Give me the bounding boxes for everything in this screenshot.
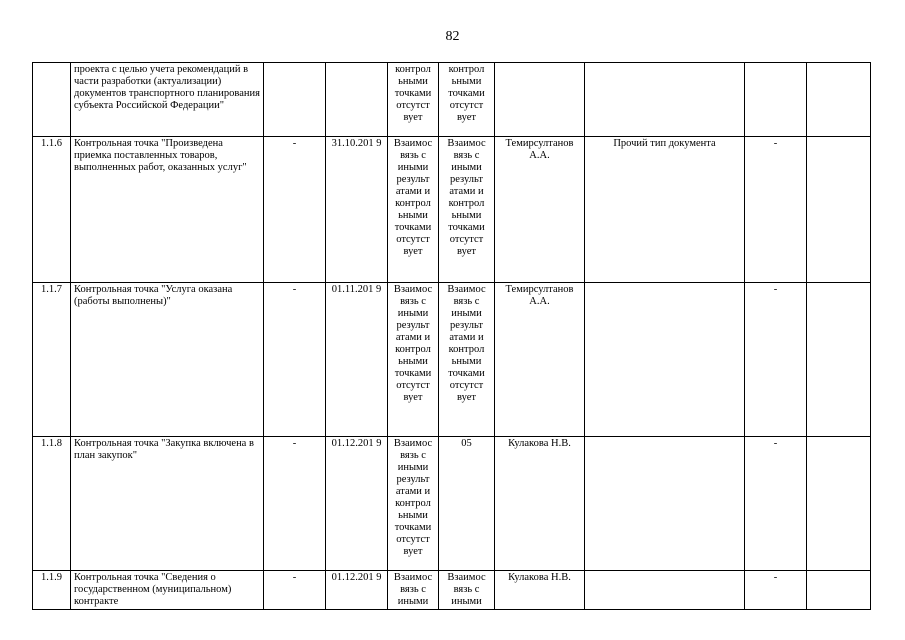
row-link-2: Взаимос вязь с иными результ атами и контрол ьными точками отсутст вует bbox=[439, 137, 495, 283]
row-number: 1.1.9 bbox=[33, 571, 71, 610]
table-row bbox=[33, 283, 871, 437]
row-name: проекта с целью учета рекомендаций в части разработки (актуализации) документов транспортного планирования субъекта Российской Федерации" bbox=[71, 63, 264, 137]
row-date: 01.12.201 9 bbox=[326, 571, 388, 610]
row-date: 01.11.201 9 bbox=[326, 283, 388, 437]
row-name: Контрольная точка "Закупка включена в план закупок" bbox=[71, 437, 264, 571]
row-responsible: Кулакова Н.В. bbox=[495, 571, 585, 610]
row-name: Контрольная точка "Услуга оказана (работы выполнены)" bbox=[71, 283, 264, 437]
row-document-type bbox=[585, 571, 745, 610]
table-row bbox=[33, 137, 871, 283]
row-extra bbox=[807, 283, 871, 437]
row-link-1: Взаимос вязь с иными результ атами и контрол ьными точками отсутст вует bbox=[388, 283, 439, 437]
row-document-type: Прочий тип документа bbox=[585, 137, 745, 283]
row-predecessor: - bbox=[264, 137, 326, 283]
row-date: 01.12.201 9 bbox=[326, 437, 388, 571]
table-row bbox=[33, 63, 871, 137]
row-responsible bbox=[495, 63, 585, 137]
row-number: 1.1.6 bbox=[33, 137, 71, 283]
table-row bbox=[33, 571, 871, 610]
row-link-2: Взаимос вязь с иными результ атами и контрол ьными точками отсутст вует bbox=[439, 283, 495, 437]
row-number bbox=[33, 63, 71, 137]
row-name: Контрольная точка "Сведения о государственном (муниципальном) контракте bbox=[71, 571, 264, 610]
row-mark bbox=[745, 63, 807, 137]
row-number: 1.1.7 bbox=[33, 283, 71, 437]
row-link-2: 05 bbox=[439, 437, 495, 571]
row-document-type bbox=[585, 63, 745, 137]
row-date bbox=[326, 63, 388, 137]
row-name: Контрольная точка "Произведена приемка поставленных товаров, выполненных работ, оказанных услуг" bbox=[71, 137, 264, 283]
row-document-type bbox=[585, 437, 745, 571]
row-link-2: Взаимос вязь с иными bbox=[439, 571, 495, 610]
row-mark: - bbox=[745, 571, 807, 610]
row-responsible: Темирсултанов А.А. bbox=[495, 137, 585, 283]
row-predecessor: - bbox=[264, 283, 326, 437]
row-link-2: контрол ьными точками отсутст вует bbox=[439, 63, 495, 137]
row-link-1: Взаимос вязь с иными bbox=[388, 571, 439, 610]
row-date: 31.10.201 9 bbox=[326, 137, 388, 283]
control-points-table bbox=[32, 62, 871, 610]
row-predecessor: - bbox=[264, 571, 326, 610]
row-mark: - bbox=[745, 437, 807, 571]
row-link-1: Взаимос вязь с иными результ атами и контрол ьными точками отсутст вует bbox=[388, 437, 439, 571]
row-number: 1.1.8 bbox=[33, 437, 71, 571]
row-predecessor: - bbox=[264, 437, 326, 571]
table-row bbox=[33, 437, 871, 571]
row-link-1: контрол ьными точками отсутст вует bbox=[388, 63, 439, 137]
row-extra bbox=[807, 63, 871, 137]
row-responsible: Кулакова Н.В. bbox=[495, 437, 585, 571]
row-mark: - bbox=[745, 137, 807, 283]
row-extra bbox=[807, 571, 871, 610]
row-link-1: Взаимос вязь с иными результ атами и контрол ьными точками отсутст вует bbox=[388, 137, 439, 283]
row-document-type bbox=[585, 283, 745, 437]
row-predecessor bbox=[264, 63, 326, 137]
row-extra bbox=[807, 437, 871, 571]
row-responsible: Темирсултанов А.А. bbox=[495, 283, 585, 437]
row-extra bbox=[807, 137, 871, 283]
row-mark: - bbox=[745, 283, 807, 437]
page-number: 82 bbox=[445, 29, 460, 44]
